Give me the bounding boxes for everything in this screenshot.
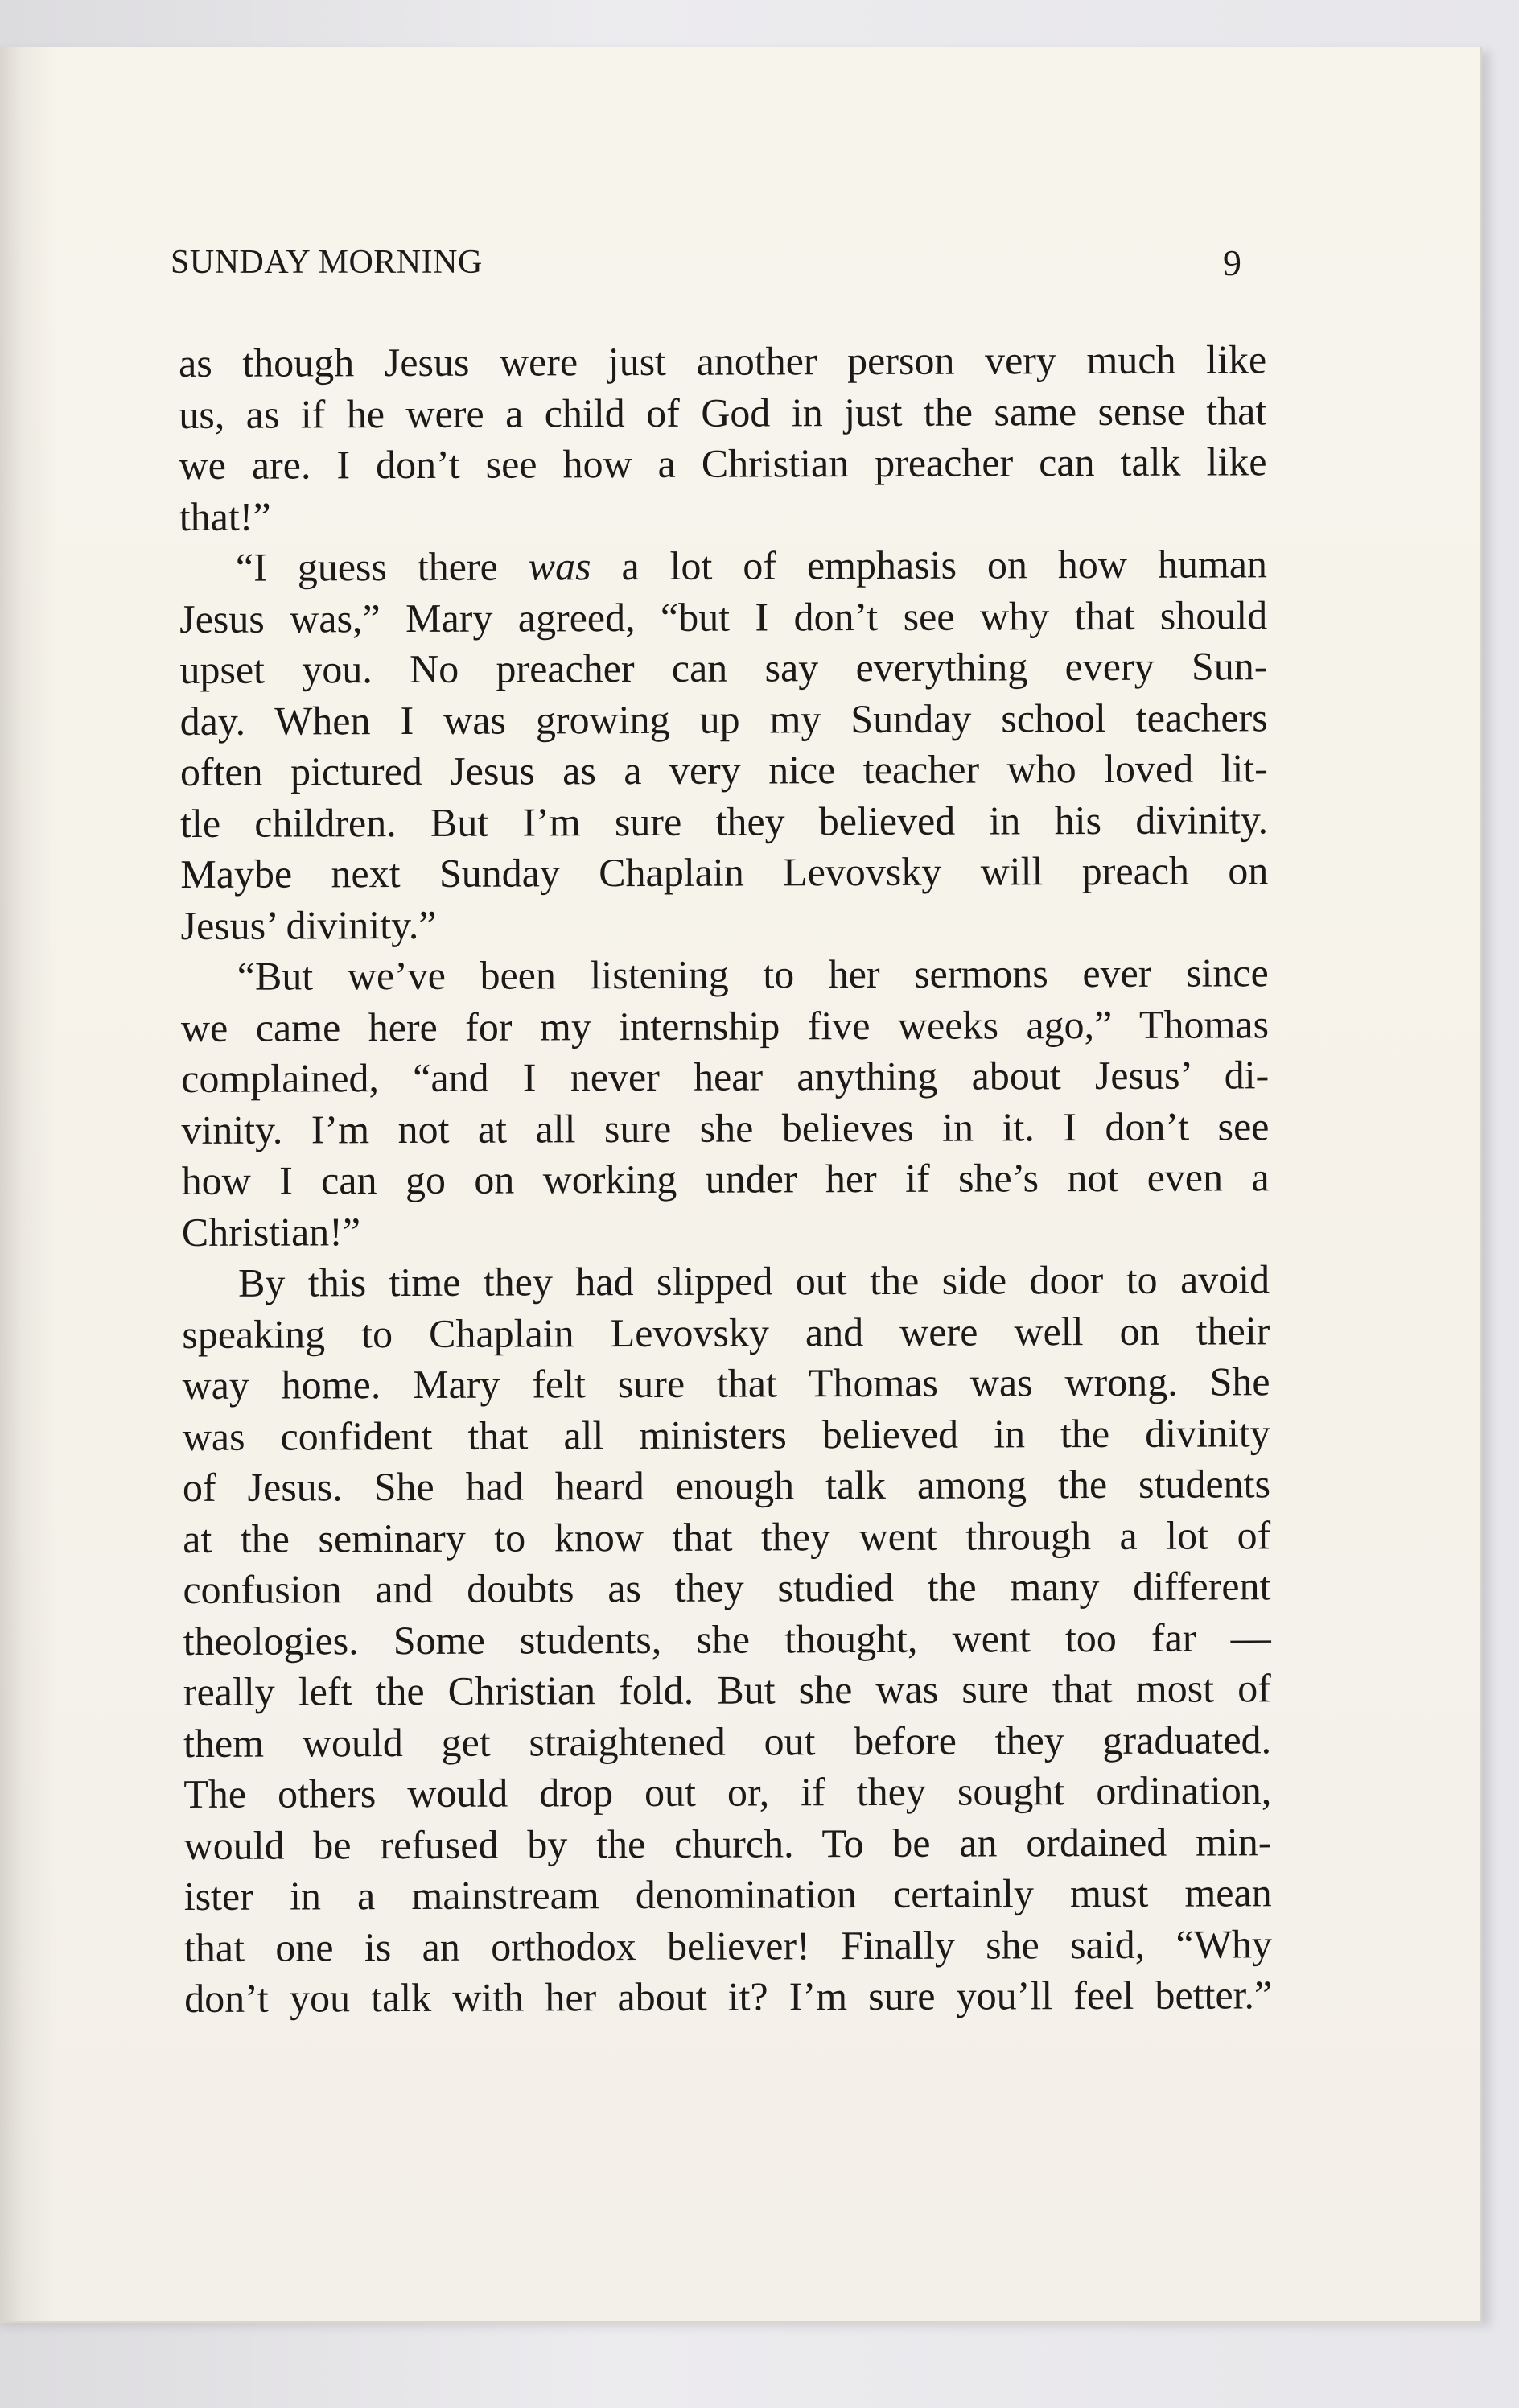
text-line: upset you. No preacher can say everything every Sun- xyxy=(179,643,1268,692)
text-line: way home. Mary felt sure that Thomas was wrong. She xyxy=(182,1359,1270,1408)
text-line: vinity. I’m not at all sure she believes in it. I don’t see xyxy=(181,1103,1270,1152)
text-line: really left the Christian fold. But she was sure that most of xyxy=(183,1665,1271,1714)
text-line: day. When I was growing up my Sunday school teachers xyxy=(179,694,1268,744)
text-line: Maybe next Sunday Chaplain Levovsky will preach on xyxy=(180,847,1269,897)
text-line: how I can go on working under her if she’s not even a xyxy=(181,1154,1270,1203)
text-line: that!” xyxy=(179,493,271,539)
text-line: Jesus was,” Mary agreed, “but I don’t see why that should xyxy=(179,592,1268,641)
text-line: us, as if he were a child of God in just the same sense that xyxy=(179,387,1267,437)
text-line: “I guess there was a lot of emphasis on how human xyxy=(235,541,1268,590)
text-line: we are. I don’t see how a Christian preacher can talk like xyxy=(179,439,1267,488)
text-line: would be refused by the church. To be an ordained min- xyxy=(183,1818,1272,1868)
text-line: Jesus’ divinity.” xyxy=(180,901,437,948)
page-number: 9 xyxy=(1223,242,1241,283)
body-text xyxy=(179,334,1272,2024)
page-gutter-shadow xyxy=(0,47,56,2321)
text-line: at the seminary to know that they went through a lot of xyxy=(183,1511,1271,1561)
text-line: complained, “and I never hear anything about Jesus’ di- xyxy=(181,1052,1270,1101)
text-line: don’t you talk with her about it? I’m sure you’ll feel better.” xyxy=(184,1972,1273,2021)
text-line: that one is an orthodox believer! Finally she said, “Why xyxy=(183,1920,1273,1970)
text-line: often pictured Jesus as a very nice teacher who loved lit- xyxy=(179,745,1268,794)
text-line: was confident that all ministers believed in the divinity xyxy=(182,1409,1270,1459)
text-line: The others would drop out or, if they sought ordination, xyxy=(183,1767,1272,1816)
text-line: Christian!” xyxy=(181,1208,361,1255)
text-line: confusion and doubts as they studied the many different xyxy=(183,1563,1271,1612)
text-line: theologies. Some students, she thought, went too far — xyxy=(183,1614,1271,1664)
text-line: tle children. But I’m sure they believed in his divinity. xyxy=(180,796,1269,846)
text-line: we came here for my internship five weeks ago,” Thomas xyxy=(180,1000,1270,1050)
text-line: ister in a mainstream denomination certainly must mean xyxy=(183,1870,1272,1919)
text-line: By this time they had slipped out the side door to avoid xyxy=(237,1256,1270,1305)
text-line: “But we’ve been listening to her sermons ever since xyxy=(237,950,1269,999)
text-line: of Jesus. She had heard enough talk among the students xyxy=(182,1461,1271,1510)
text-line: as though Jesus were just another person very much like xyxy=(179,336,1267,386)
text-line: them would get straightened out before they graduated. xyxy=(183,1716,1272,1766)
text-line: speaking to Chaplain Levovsky and were well on their xyxy=(182,1307,1270,1357)
running-head: SUNDAY MORNING xyxy=(171,244,483,281)
